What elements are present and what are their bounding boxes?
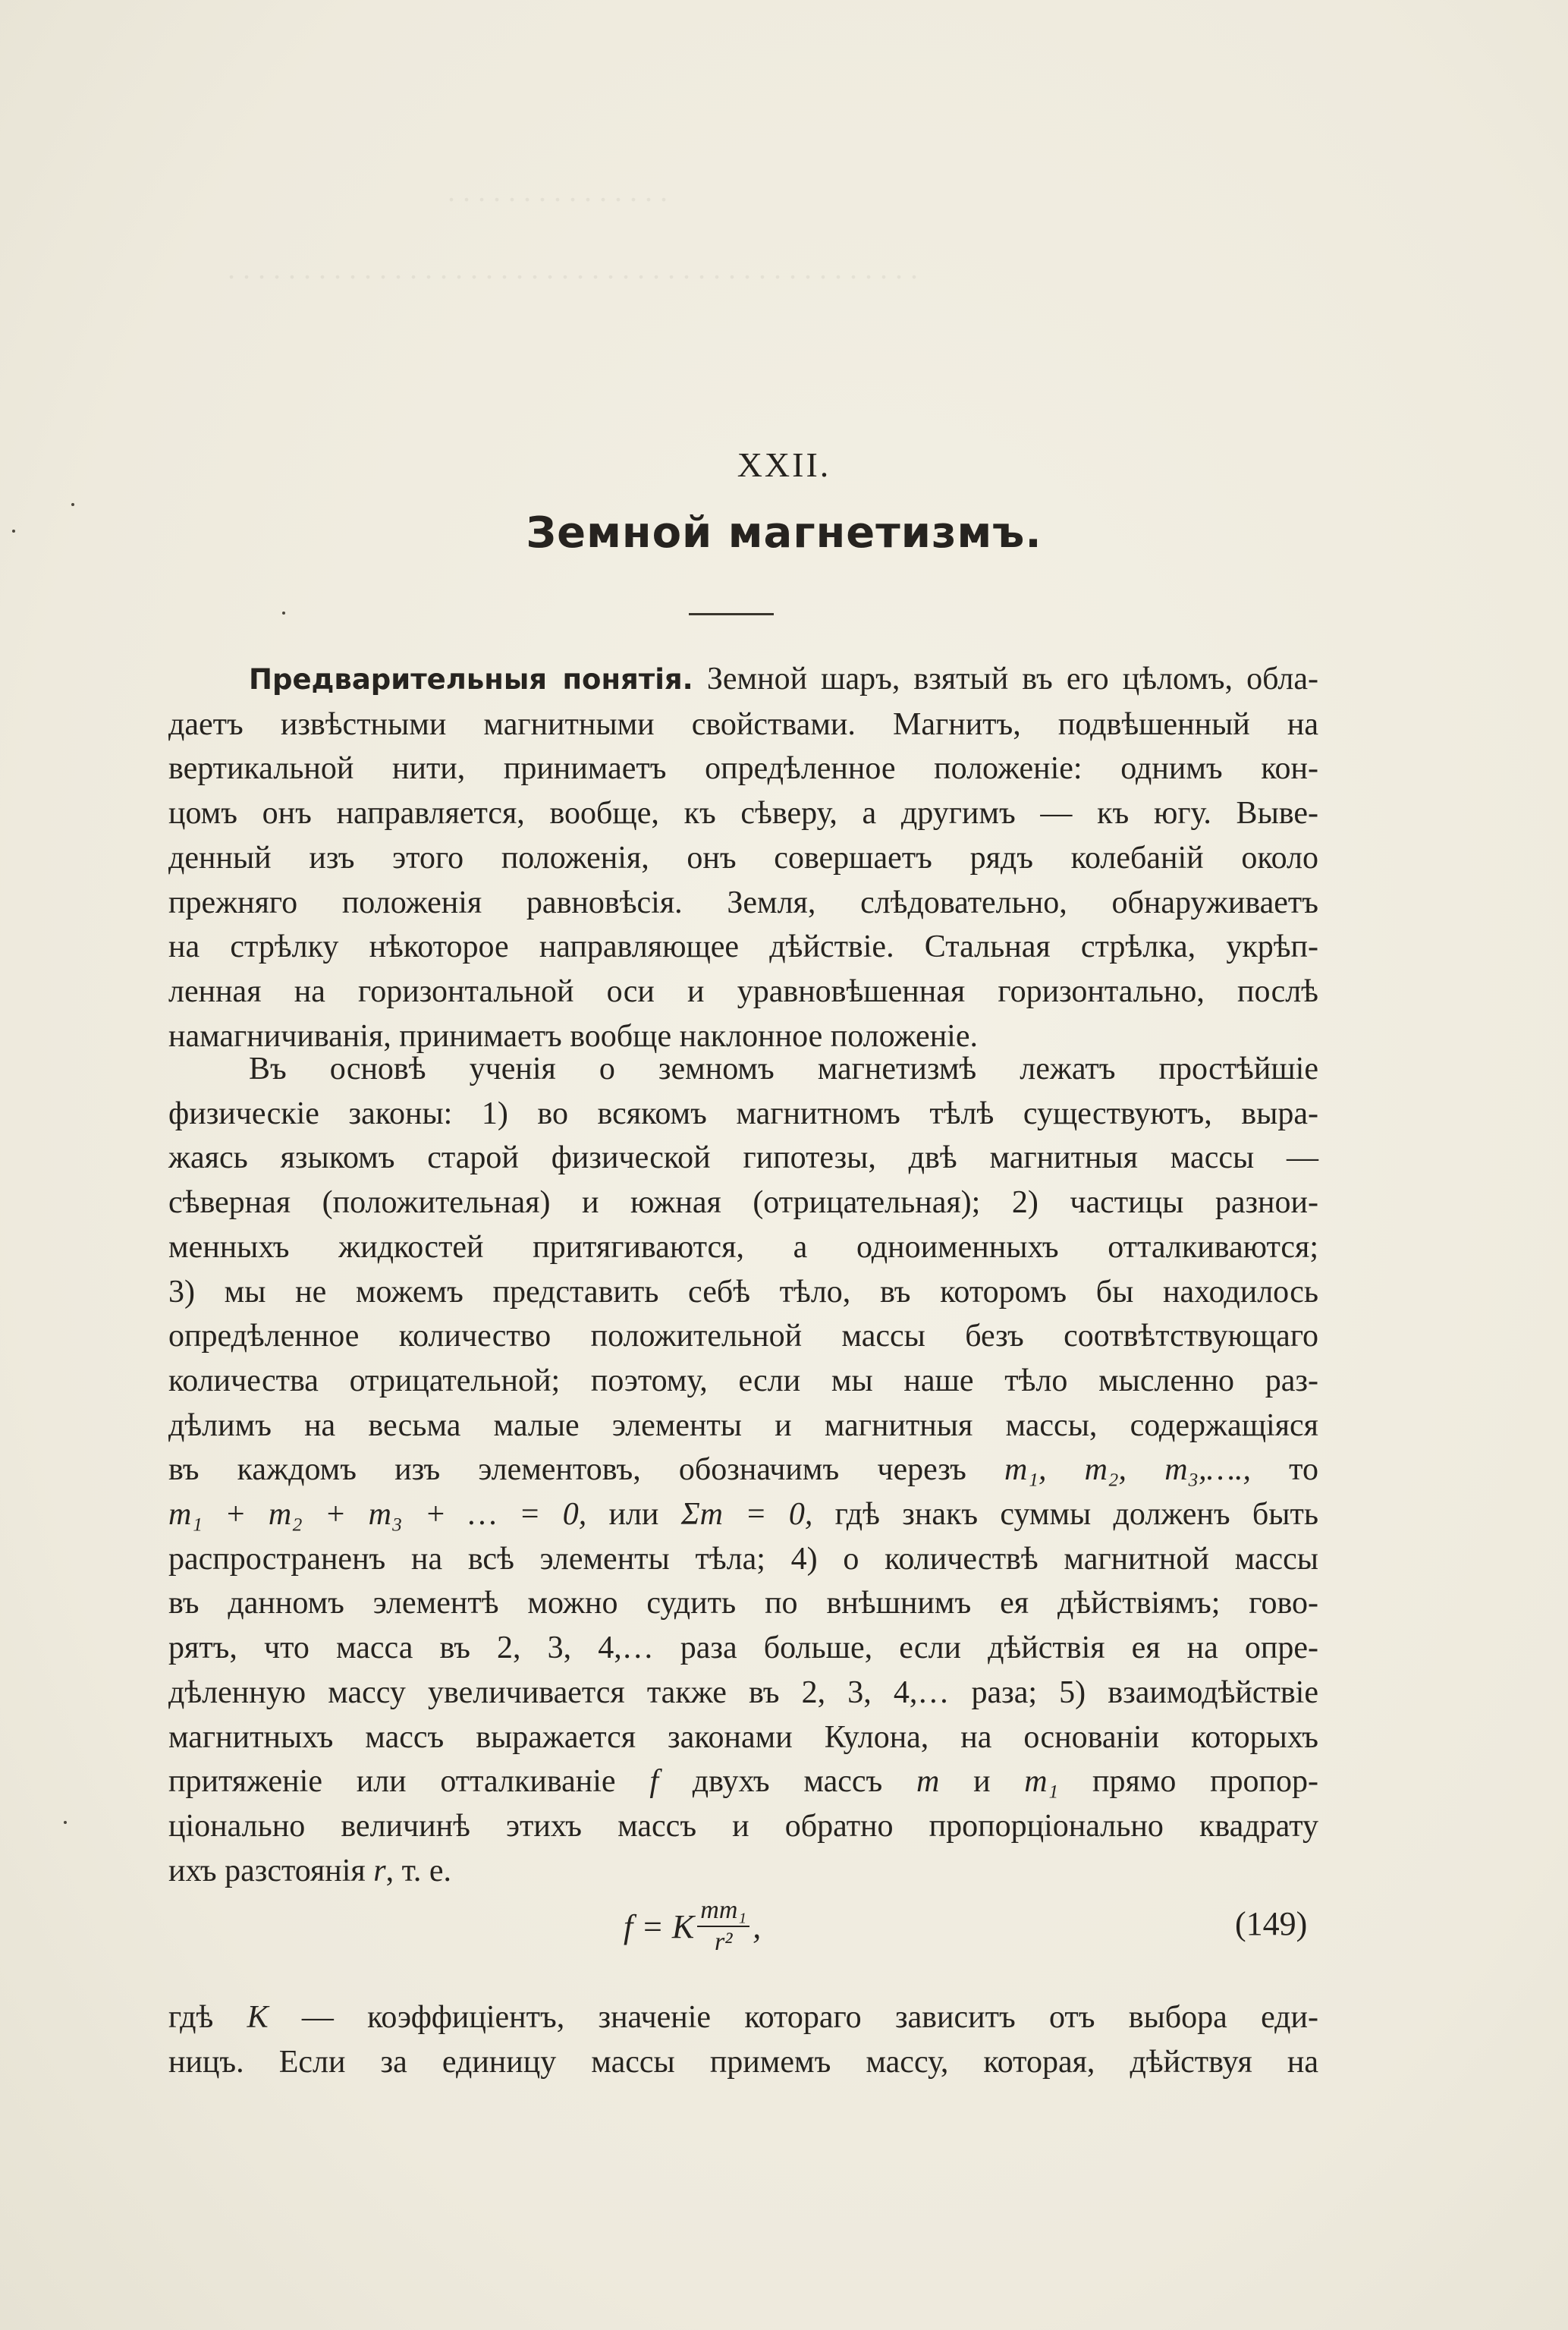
equation-number: (149) [1235,1905,1308,1942]
text-line: рятъ, что масса въ 2, 3, 4,… раза больше, если дѣйствія ея на опре- [168,1630,1318,1666]
text-line: ціонально величинѣ этихъ массъ и обратно пропорціонально квадрату [168,1808,1318,1844]
line-text: гдѣ знакъ суммы долженъ быть [834,1497,1318,1533]
coulomb-formula [624,1895,761,1957]
text-line: прежняго положенія равновѣсія. Земля, слѣдовательно, обнаруживаетъ [168,885,1318,920]
line-text: или [608,1497,681,1533]
text-line: ницъ. Если за единицу массы примемъ массу, которая, дѣйствуя на [168,2044,1318,2080]
text-line: дѣленную массу увеличивается также въ 2, 3, 4,… раза; 5) взаимодѣйствіе [168,1674,1318,1710]
text-line [168,657,1318,703]
text-line: 3) мы не можемъ представить себѣ тѣло, въ которомъ бы находилось [168,1274,1318,1310]
line-text: гдѣ [168,2000,247,2035]
math-var-m: m [916,1764,940,1800]
lead-text: Земной шаръ, взятый въ его цѣломъ, обла- [693,662,1318,696]
text-line: денный изъ этого положенія, онъ совершаетъ рядъ колебаній около [168,840,1318,876]
line-text: — коэффиціентъ, значеніе котораго зависитъ отъ выбора еди- [268,2000,1318,2035]
line-text: притяженіе или отталкиваніе [168,1764,650,1800]
line-text: ихъ разстоянія [168,1853,374,1888]
text-line: даетъ извѣстными магнитными свойствами. Магнитъ, подвѣшенный на [168,706,1318,742]
text-line: магнитныхъ массъ выражается законами Кулона, на основаніи которыхъ [168,1719,1318,1755]
text-line: физическіе законы: 1) во всякомъ магнитномъ тѣлѣ существуютъ, выра- [168,1096,1318,1131]
math-masses: m₁, m₂, m₃,…., [1004,1452,1290,1488]
paragraph-preliminary-concepts [168,657,1318,1058]
line-text: прямо пропор- [1058,1764,1319,1800]
dust-speck [71,503,74,506]
text-line: количества отрицательной; поэтому, если мы наше тѣло мысленно раз- [168,1363,1318,1398]
chapter-number: XXII. [737,445,831,484]
text-line: жаясь языкомъ старой физической гипотезы, двѣ магнитныя массы — [168,1140,1318,1176]
dust-speck [64,1821,67,1824]
text-line: менныхъ жидкостей притягиваются, а одноименныхъ отталкиваются; [168,1229,1318,1265]
formula-numerator: mm₁ [697,1895,749,1927]
section-lead-heading: Предварительныя понятія. [249,663,693,696]
formula-denominator: r² [715,1928,733,1956]
paragraph-coefficient [168,1995,1318,2084]
text-line: намагничиванія, принимаетъ вообще наклонное положеніе. [168,1018,978,1054]
text-line [168,1759,1318,1804]
line-text: , т. е. [385,1853,451,1888]
formula-trailing-comma: , [753,1907,762,1945]
math-sigma-expression: Σm = 0, [680,1497,835,1533]
text-line: Въ основѣ ученія о земномъ магнетизмѣ лежатъ простѣйшіе [249,1052,1318,1086]
text-line: цомъ онъ направляется, вообще, къ сѣверу, а другимъ — къ югу. Выве- [168,796,1318,832]
text-line: ленная на горизонтальной оси и уравновѣшенная горизонтально, послѣ [168,973,1318,1009]
line-text: въ каждомъ изъ элементовъ, обозначимъ черезъ [168,1452,1005,1488]
text-line: опредѣленное количество положительной массы безъ соотвѣтствующаго [168,1319,1318,1354]
math-var-k: K [247,2000,269,2035]
text-line: сѣверная (положительная) и южная (отрицательная); 2) частицы разнои- [168,1185,1318,1221]
math-var-r: r [373,1853,386,1888]
dust-speck [282,612,285,615]
chapter-title: Земной магнетизмъ. [526,508,1042,558]
text-line: дѣлимъ на весьма малые элементы и магнитныя массы, содержащіяся [168,1407,1318,1443]
formula-lhs: f = K [624,1907,695,1945]
text-line [168,1448,1318,1492]
text-line: распространенъ на всѣ элементы тѣла; 4) о количествѣ магнитной массы [168,1541,1318,1577]
text-line [168,1849,1318,1894]
show-through-heading: . . . . . . . . . . . . . . . [448,174,668,208]
paragraph-laws [168,1047,1318,1893]
text-line [168,1995,1318,2040]
formula-fraction [697,1895,749,1957]
math-var-f: f [649,1764,658,1800]
math-sum-expression: m₁ + m₂ + m₃ + … = 0, [168,1497,609,1533]
line-text: двухъ массъ [658,1764,916,1800]
line-text: и [939,1764,1025,1800]
text-line [168,1492,1318,1537]
text-line: въ данномъ элементѣ можно судить по внѣшнимъ ея дѣйствіямъ; гово- [168,1586,1318,1621]
text-line: на стрѣлку нѣкоторое направляющее дѣйствіе. Стальная стрѣлка, укрѣп- [168,929,1318,965]
text-line: вертикальной нити, принимаетъ опредѣленное положеніе: однимъ кон- [168,751,1318,787]
show-through-lines: . . . . . . . . . . . . . . . . . . . . . . . . . . . . . . . . . . . . . . . . . . . . . . [228,251,918,285]
math-var-m1: m₁ [1024,1764,1059,1800]
title-divider [689,613,774,615]
line-text: то [1289,1452,1318,1488]
